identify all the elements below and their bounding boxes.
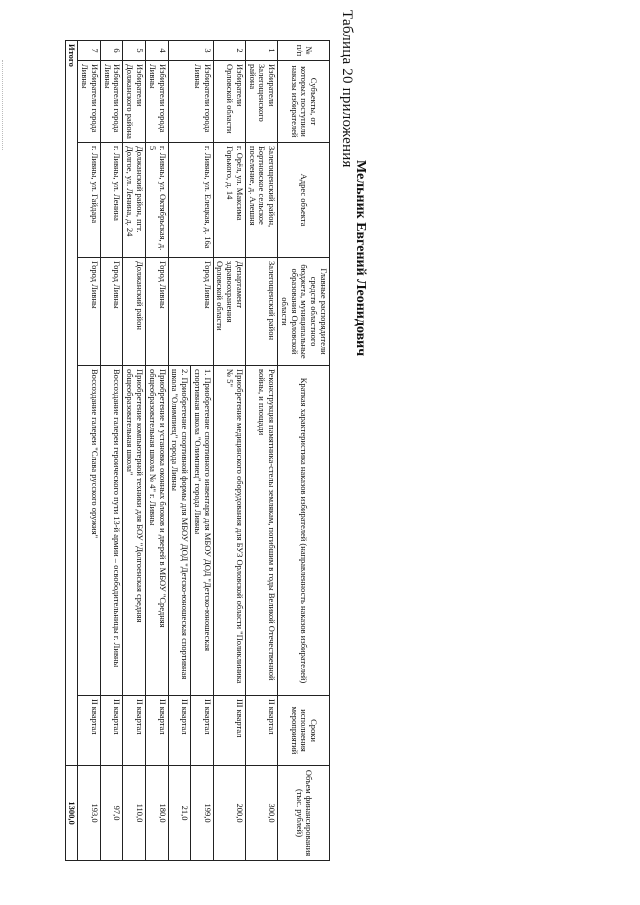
header-term: Сроки исполнения мероприятий <box>278 696 330 766</box>
header-description: Краткая характеристика наказов избирателей (направленность наказов избирателей) <box>278 366 330 696</box>
row-num: 2 <box>213 41 245 61</box>
row-address: Залегощенский район, Бортновское сельское поселение, д. Алешня <box>245 143 277 258</box>
row-recipient: Город Ливны <box>78 258 101 366</box>
header-address: Адрес объекта <box>278 143 330 258</box>
row-subject: Избиратели города Ливны <box>145 61 168 143</box>
row-num: 6 <box>100 41 123 61</box>
row-term: II квартал <box>100 696 123 766</box>
row-recipient: Департамент здравоохранения Орловской области <box>213 258 245 366</box>
row-address: г. Орёл, ул. Максима Горького, д. 14 <box>213 143 245 258</box>
table-row <box>145 41 168 861</box>
mandates-table <box>65 40 330 861</box>
row-amount: 97,0 <box>100 766 123 861</box>
row-description: Воссоздание галереи героического пути 13-й армии – освободительницы г. Ливны <box>100 366 123 696</box>
row-amount: 110,0 <box>123 766 146 861</box>
row-description: 2. Приобретение спортивной формы для МБОУ ДОД "Детско-юношеская спортивная школа "Олимпиец" города Ливны <box>168 366 191 696</box>
row-description: Приобретение и установка оконных блоков и дверей в МБОУ "Средняя общеобразовательная школа № 4" г. Ливны <box>145 366 168 696</box>
row-num: 1 <box>245 41 277 61</box>
header-recipient: Главные распорядители средств областного бюджета, муниципальные образования Орловской области <box>278 258 330 366</box>
row-num: 7 <box>78 41 101 61</box>
header-subject: Субъекты, от которых поступили наказы избирателей <box>278 61 330 143</box>
row-description: 1. Приобретение спортивного инвентаря для МБОУ ДОД "Детско-юношеская спортивная школа "Олимпиец" города Ливны <box>191 366 214 696</box>
row-num: 3 <box>168 41 213 61</box>
table-header-row <box>278 41 330 861</box>
row-term: II квартал <box>123 696 146 766</box>
row-amount: 21,0 <box>168 766 191 861</box>
row-recipient: Город Ливны <box>100 258 123 366</box>
row-term: III квартал <box>213 696 245 766</box>
row-description: Воссоздание галереи "Слава русского оружия" <box>78 366 101 696</box>
row-recipient: Должанский район <box>123 258 146 366</box>
row-term: II квартал <box>191 696 214 766</box>
table-row <box>100 41 123 861</box>
row-amount: 180,0 <box>145 766 168 861</box>
table-caption: Таблица 20 приложения <box>339 10 355 168</box>
row-term: II квартал <box>78 696 101 766</box>
row-address: г. Ливны, ул. Гайдара <box>78 143 101 258</box>
row-recipient: Город Ливны <box>145 258 168 366</box>
row-term: II квартал <box>245 696 277 766</box>
row-subject: Избиратели города Ливны <box>168 61 213 143</box>
row-subject: Избиратели Залегощенского района <box>245 61 277 143</box>
row-description: Реконструкция памятника-стелы землякам, погибшим в годы Великой Отечественной войны, и площади <box>245 366 277 696</box>
row-subject: Избиратели Орловской области <box>213 61 245 143</box>
table-row <box>213 41 245 861</box>
row-num: 4 <box>145 41 168 61</box>
row-recipient: Залегощенский район <box>245 258 277 366</box>
table-row <box>191 41 214 861</box>
total-row <box>65 41 78 861</box>
row-subject: Избиратели города Ливны <box>100 61 123 143</box>
row-description: Приобретение компьютерной техники для БОУ "Долгоенская средняя общеобразовательная школа" <box>123 366 146 696</box>
row-term: II квартал <box>168 696 191 766</box>
row-address: Должанский район, пгт. Долгое, ул. Ленина, д. 24 <box>123 143 146 258</box>
table-row <box>245 41 277 861</box>
row-address: г. Ливны, ул. Ленина <box>100 143 123 258</box>
row-amount: 193,0 <box>78 766 101 861</box>
page-heading: Мельник Евгений Леонидович <box>353 160 368 357</box>
row-amount: 300,0 <box>245 766 277 861</box>
row-description: Приобретение медицинского оборудования для БУЗ Орловской области "Поликлиника № 5" <box>213 366 245 696</box>
table-row <box>78 41 101 861</box>
row-amount: 200,0 <box>213 766 245 861</box>
header-amount: Объем финансирования (тыс. рублей) <box>278 766 330 861</box>
row-address: г. Ливны, ул. Елецкая, д. 16а <box>168 143 213 258</box>
row-subject: Избиратели Должанского района <box>123 61 146 143</box>
table-row <box>123 41 146 861</box>
row-recipient: Город Ливны <box>168 258 213 366</box>
row-num: 5 <box>123 41 146 61</box>
row-address: г. Ливны, ул. Октябрьская, д. 5 <box>145 143 168 258</box>
row-subject: Избиратели города Ливны <box>78 61 101 143</box>
row-term: II квартал <box>145 696 168 766</box>
row-amount: 199,0 <box>191 766 214 861</box>
header-num: № п/п <box>278 41 330 61</box>
total-amount: 1300,0 <box>65 766 78 861</box>
total-label: Итого <box>65 41 78 766</box>
